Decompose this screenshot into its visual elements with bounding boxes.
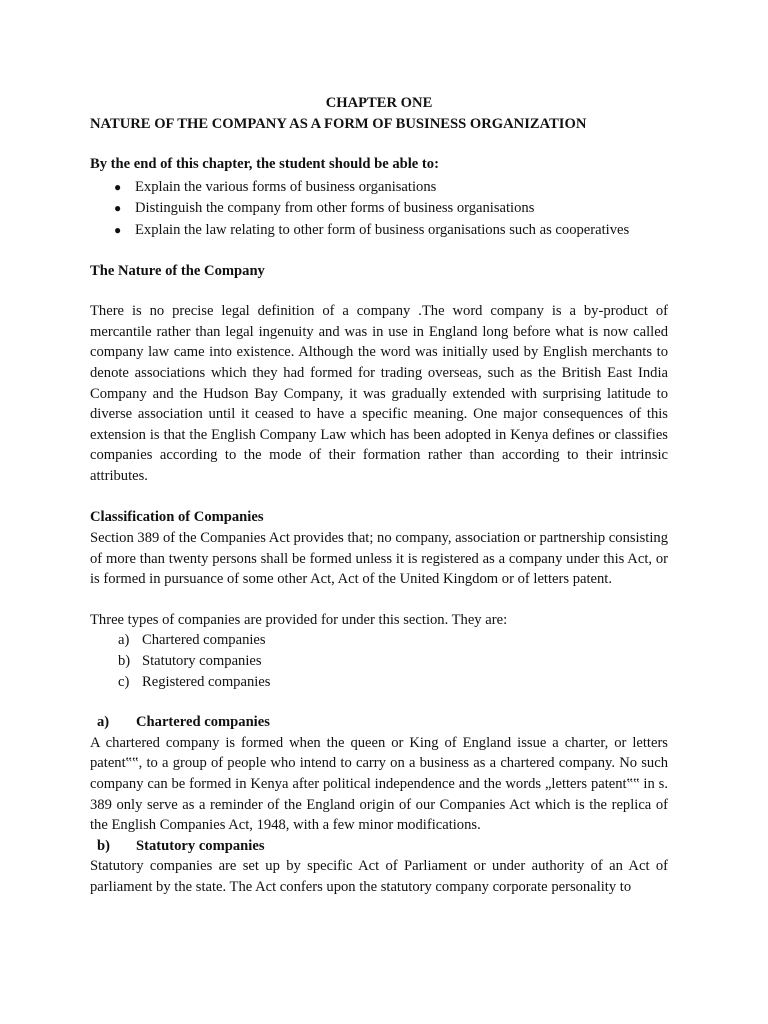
objective-text: Explain the various forms of business organisations [135,178,437,195]
list-marker: c) [118,673,130,690]
objective-item [90,177,668,198]
company-type-label: Chartered companies [142,632,266,649]
subsection-marker: b) [97,837,110,854]
objectives-list [90,177,668,241]
objective-text: Explain the law relating to other form of business organisations such as cooperatives [135,221,630,238]
chapter-number: CHAPTER ONE [325,95,433,111]
bullet-icon: ● [114,201,122,216]
types-intro: Three types of companies are provided for under this section. They are: [90,611,508,628]
company-type-item [90,651,668,672]
company-type-item [90,630,668,651]
classification-paragraph: Section 389 of the Companies Act provides that; no company, association or partnership consisting of more than twenty persons shall be formed unless it is registered as a company under this Act, or is formed in pursuance of some other Act, Act of the United Kingdom or of letters patent. [90,530,668,588]
subsection-heading-statutory [90,836,668,857]
nature-paragraph: There is no precise legal definition of a company .The word company is a by-product of mercantile rather than legal ingenuity and was in use in England long before what is now called company law came into existence. Although the word was initially used by English merchants to denote associations which they had formed for trading overseas, such as the British East India Company and the Hudson Bay Company, it was gradually extended with surprising latitude to diverse association until it ceased to have a specific meaning. One major consequences of this extension is that the English Company Law which has been adopted in Kenya defines or classifies companies according to the mode of their formation rather than according to their intrinsic attributes. [90,303,668,484]
objective-item [90,198,668,219]
company-type-item [90,672,668,693]
objectives-lead: By the end of this chapter, the student should be able to: [90,156,439,173]
list-marker: a) [118,632,130,649]
chapter-title: NATURE OF THE COMPANY AS A FORM OF BUSINESS ORGANIZATION [90,115,587,132]
company-type-label: Statutory companies [142,653,262,670]
chartered-paragraph: A chartered company is formed when the queen or King of England issue a charter, or letters patent‟‟, to a group of people who intend to carry on a business as a chartered company. No such company can be formed in Kenya after political independence and the words „letters patent‟‟ in s. 389 only serve as a reminder of the England origin of our Companies Act which is the replica of the English Companies Act, 1948, with a few minor modifications. [90,734,668,834]
subsection-heading-chartered [90,712,668,733]
objective-item [90,220,668,241]
company-type-label: Registered companies [142,673,271,690]
statutory-paragraph: Statutory companies are set up by specific Act of Parliament or under authority of an Act of parliament by the state. The Act confers upon the statutory company corporate personality to [90,858,668,895]
list-marker: b) [118,653,131,670]
subsection-title: Statutory companies [136,837,265,854]
document-body [90,93,668,898]
section-heading-nature: The Nature of the Company [90,262,265,279]
bullet-icon: ● [114,179,122,194]
subsection-marker: a) [97,714,110,731]
objective-text: Distinguish the company from other forms of business organisations [135,200,535,217]
section-heading-classification: Classification of Companies [90,508,264,525]
bullet-icon: ● [114,222,122,237]
subsection-title: Chartered companies [136,714,270,731]
company-types-list [90,630,668,692]
